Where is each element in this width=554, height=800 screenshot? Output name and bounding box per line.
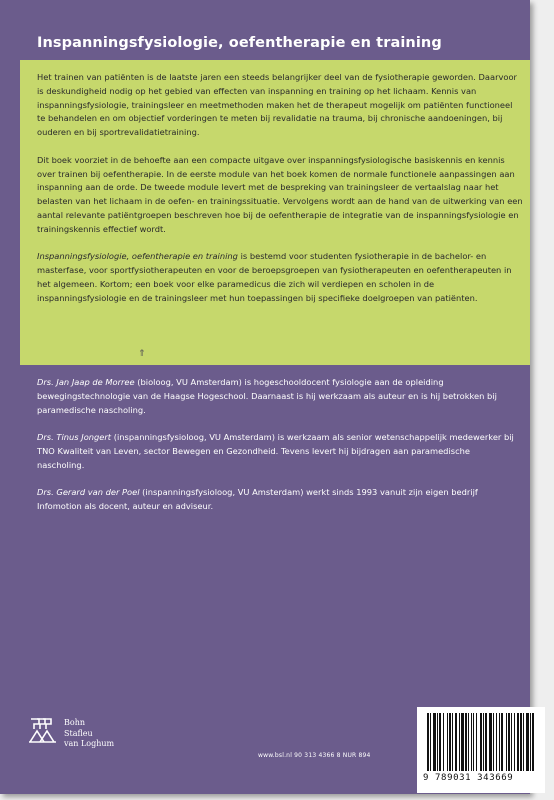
barcode-digits: 9 789031 343669 bbox=[423, 773, 514, 783]
blurb-paragraph-1: Het trainen van patiënten is de laatste jaren een steeds belangrijker deel van de fysiotherapie geworden. Daarvoor is deskundigheid nodig op het gebied van effecten van inspanning en training op het lichaam. Kennis van inspanningsfysiologie, trainingsleer en meetmethoden maken het de therapeut mogelijk om patiënten functioneel te behandelen en om objectief vorderingen te meten bij revalidatie na trauma, bij chronische aandoeningen, bij ouderen en bij sportrevalidatietraining. bbox=[37, 72, 517, 138]
publisher-info-line: www.bsl.nl 90 313 4366 8 NUR 894 bbox=[258, 752, 371, 759]
blurb-text bbox=[37, 71, 523, 306]
author-bio-3 bbox=[37, 486, 517, 514]
author-text-1: (bioloog, VU Amsterdam) is hogeschooldocent fysiologie aan de opleiding bewegingstechnologie van de Haagse Hogeschool. Daarnaast is hij werkzaam als auteur en is hij betrokken bij paramedische nascholing. bbox=[37, 377, 497, 415]
blurb-paragraph-2: Dit boek voorziet in de behoefte aan een compacte uitgave over inspanningsfysiologische basiskennis en kennis over trainen bij oefentherapie. In de eerste module van het boek komen de normale functionele aanpassingen aan inspanning aan de orde. De tweede module levert met de bespreking van trainingsleer de vertaalslag naar het belasten van het lichaam in de oefen- en trainingssituatie. Vervolgens wordt aan de hand van de uitwerking van een aantal relevante patiëntgroepen beschreven hoe bij de oefentherapie de integratie van de inspanningsfysiologie en trainingskennis effectief wordt. bbox=[37, 154, 523, 234]
author-name-1: Drs. Jan Jaap de Morree bbox=[37, 377, 135, 387]
author-text-2: (inspanningsfysioloog, VU Amsterdam) is werkzaam als senior wetenschappelijk medewerker bij TNO Kwaliteit van Leven, sector Bewegen en Gezondheid. Tevens levert hij bijdragen aan paramedische nascholing. bbox=[37, 432, 514, 470]
cover-title: Inspanningsfysiologie, oefentherapie en training bbox=[37, 35, 442, 51]
barcode bbox=[417, 707, 545, 793]
author-bio-2 bbox=[37, 431, 517, 472]
mouse-cursor-icon: ⇑ bbox=[138, 349, 146, 359]
bsl-logo-icon bbox=[28, 715, 58, 745]
publisher-name bbox=[64, 718, 114, 750]
author-name-2: Drs. Tinus Jongert bbox=[37, 432, 112, 443]
publisher-line-3: van Loghum bbox=[64, 739, 115, 748]
author-bio-1 bbox=[37, 376, 517, 417]
publisher-line-1: Bohn bbox=[64, 718, 85, 727]
author-text-3: (inspanningsfysioloog, VU Amsterdam) werkt sinds 1993 vanuit zijn eigen bedrijf Infomotion als docent, auteur en adviseur. bbox=[37, 487, 478, 512]
barcode-bars bbox=[425, 713, 537, 773]
blurb-panel bbox=[20, 60, 530, 365]
blurb-book-title: Inspanningsfysiologie, oefentherapie en training bbox=[37, 251, 238, 262]
author-name-3: Drs. Gerard van der Poel bbox=[37, 487, 140, 498]
blurb-paragraph-3 bbox=[37, 250, 523, 305]
publisher-line-2: Stafleu bbox=[64, 728, 93, 738]
author-bios bbox=[37, 376, 517, 528]
blurb-paragraph-3-text: is bestemd voor studenten fysiotherapie in de bachelor- en masterfase, voor sportfysiotherapeuten en voor de beroepsgroepen van fysiotherapeuten en oefentherapeuten in het algemeen. Kortom; een boek voor elke paramedicus die zich wil verdiepen en scholen in de inspanningsfysiologie en de trainingsleer met hun toepassingen bij specifieke doelgroepen van patiënten. bbox=[37, 251, 512, 303]
